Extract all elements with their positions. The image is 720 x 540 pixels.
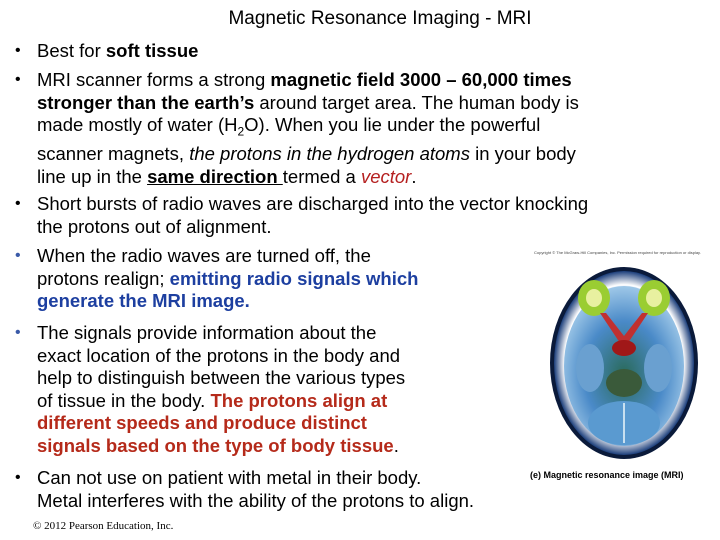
line: exact location of the protons in the body and	[37, 344, 401, 366]
text: around target area. The human body is	[254, 91, 579, 113]
subscript: 2	[237, 124, 245, 139]
line: help to distinguish between the various types	[37, 367, 406, 389]
red-text: signals based on the type of body tissue	[37, 434, 394, 456]
blue-text: emitting radio signals which	[169, 267, 419, 289]
line: Metal interferes with the ability of the protons to align.	[37, 489, 475, 511]
line	[37, 435, 405, 458]
bullet-bold: soft tissue	[105, 40, 199, 61]
vector-term: vector	[360, 166, 412, 188]
line: When the radio waves are turned off, the	[37, 245, 371, 266]
text: line up in the	[37, 166, 148, 188]
bold-text: stronger than the earth’s	[37, 91, 255, 113]
bullet-dot: •	[15, 324, 21, 341]
bullet-dot: •	[15, 195, 21, 212]
bold-text: magnetic field 3000 – 60,000 times	[270, 69, 572, 90]
line: The signals provide information about the	[37, 322, 377, 343]
text: MRI scanner forms a strong	[37, 69, 271, 90]
line	[37, 390, 405, 413]
bullet-dot: •	[15, 469, 21, 486]
text: .	[411, 166, 417, 188]
line: Short bursts of radio waves are discharged into the vector knocking	[37, 193, 589, 214]
text: protons realign;	[37, 267, 170, 289]
bullet-signals	[15, 322, 406, 458]
line: Can not use on patient with metal in their body.	[37, 467, 422, 488]
red-text: The protons align at	[210, 389, 388, 411]
copyright-footer: © 2012 Pearson Education, Inc.	[33, 520, 174, 532]
bullet-realign	[15, 245, 419, 313]
line	[37, 143, 579, 166]
bullet-dot: •	[15, 247, 21, 264]
line	[37, 166, 579, 189]
line	[37, 268, 418, 291]
bullet-metal	[15, 467, 475, 512]
mri-figure	[530, 248, 718, 486]
bullet-magnetic-field	[15, 69, 579, 189]
bullet-soft-tissue	[15, 40, 199, 63]
bullet-dot: •	[15, 42, 21, 59]
text: termed a	[282, 166, 361, 188]
underlined-text: same direction	[147, 166, 283, 188]
bullet-dot: •	[15, 71, 21, 88]
figure-caption: (e) Magnetic resonance image (MRI)	[530, 470, 684, 480]
line	[37, 114, 579, 143]
text: made mostly of water (H	[37, 114, 238, 136]
bullet-text: Best for	[37, 40, 106, 61]
text: O). When you lie under the powerful	[244, 114, 541, 136]
text: of tissue in the body.	[37, 389, 211, 411]
mri-brain-image	[530, 258, 718, 468]
bullet-radio-waves	[15, 193, 589, 238]
line	[37, 69, 579, 92]
text: in your body	[469, 143, 576, 165]
line: different speeds and produce distinct	[37, 412, 367, 434]
line: generate the MRI image.	[37, 290, 250, 312]
text: scanner magnets,	[37, 143, 190, 165]
italic-text: the protons in the hydrogen atoms	[189, 143, 470, 165]
text: .	[393, 434, 399, 456]
slide-title: Magnetic Resonance Imaging - MRI	[228, 8, 532, 29]
line: the protons out of alignment.	[37, 215, 272, 237]
line	[37, 92, 579, 115]
figure-copyright: Copyright © The McGraw-Hill Companies, Inc. Permission required for reproduction or display.	[534, 250, 701, 255]
